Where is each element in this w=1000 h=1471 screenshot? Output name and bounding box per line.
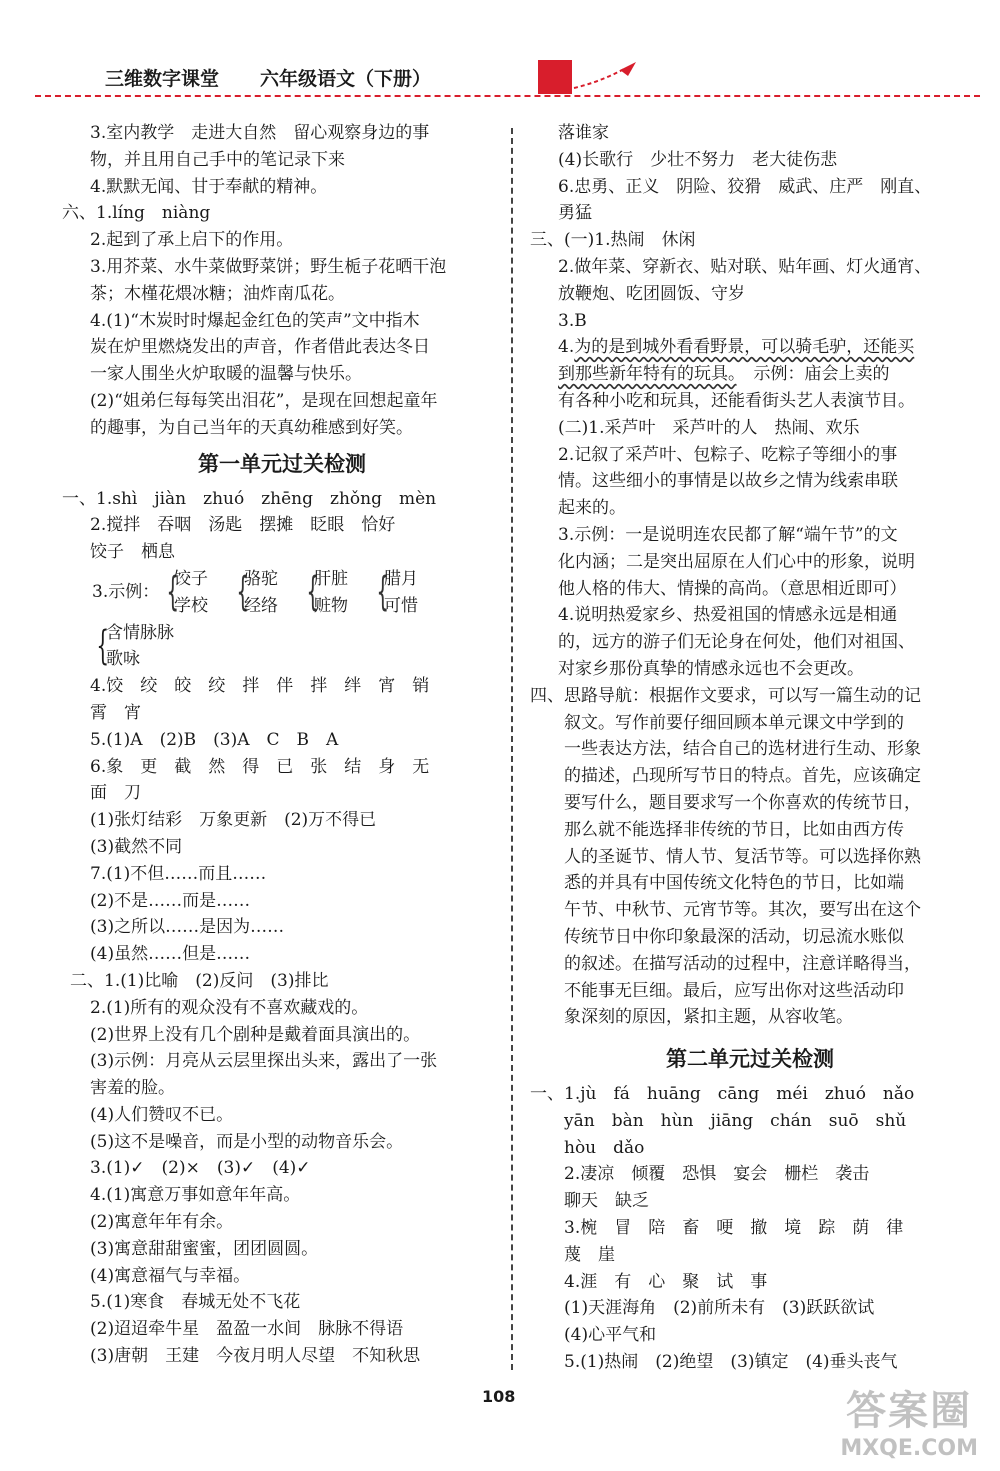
answer-line: 的叙述。在描写活动的过程中，注意详略得当，: [564, 953, 921, 974]
answer-line: 2.(1)所有的观众没有不喜欢藏戏的。: [90, 997, 369, 1018]
book-grade-title: 六年级语文（下册）: [260, 68, 432, 90]
answer-line: (3)截然不同: [90, 836, 183, 857]
answer-line: (3)之所以……是因为……: [90, 917, 285, 938]
watermark-logo: [840, 1379, 978, 1461]
answer-line: 情。这些细小的事情是以故乡之情为线索串联: [558, 471, 898, 492]
answer-line: (4)心平气和: [564, 1325, 657, 1346]
answer-line: (2)世界上没有几个剧种是戴着面具演出的。: [90, 1024, 421, 1045]
answer-line: 3.示例：一是说明连农民都了解“端午节”的文: [558, 524, 898, 545]
answer-line: (3)寓意甜甜蜜蜜，团团圆圆。: [90, 1238, 319, 1259]
answer-line: 4.(1)“木炭时时爆起金红色的笑声”文中指木: [90, 310, 420, 331]
watermark-logo-text: 答案圈: [846, 1388, 973, 1434]
answer-line: 四、思路导航：根据作文要求，可以写一篇生动的记: [530, 685, 921, 706]
answer-line: 不能事无巨细。最后，应写出你对这些活动印: [564, 980, 904, 1001]
header-red-block: [538, 60, 572, 94]
word: 骆驼: [244, 568, 278, 589]
word-pair: [174, 566, 208, 620]
answer-line: 的，远方的游子们无论身在何处，他们对祖国、: [558, 632, 915, 653]
answer-line: 4.饺 绞 皎 绞 拌 伴 拌 绊 宵 销: [90, 676, 430, 697]
brace-icon: {: [236, 568, 250, 615]
answer-line: 要写什么，题目要求写一个你喜欢的传统节日，: [564, 792, 921, 813]
word: 赃物: [314, 595, 348, 616]
answer-line: 6.象 更 截 然 得 已 张 结 身 无: [90, 756, 430, 777]
word-pair: [384, 566, 418, 620]
answer-line: 的趣事，为自己当年的天真幼稚感到好笑。: [90, 417, 413, 438]
column-divider: [511, 128, 513, 1370]
answer-line: 面 刀: [90, 783, 141, 804]
answer-line: 3.用芥菜、水牛菜做野菜饼；野生栀子花晒干泡: [90, 256, 447, 277]
wavy-underlined-text: 为的是到城外看看野景，可以骑毛驴，还能买: [574, 337, 915, 358]
answer-line: 炭在炉里燃烧发出的声音，作者借此表达冬日: [90, 337, 430, 358]
word: 肝脏: [314, 568, 348, 589]
brace-icon: {: [306, 568, 320, 615]
answer-line: 那么就不能选择非传统的节日，比如由西方传: [564, 819, 904, 840]
answer-line: 他人格的伟大、情操的高尚。（意思相近即可）: [558, 578, 907, 599]
word-pair: [244, 566, 278, 620]
answer-line: (2)寓意年年有余。: [90, 1212, 234, 1233]
answer-line: 4.为的是到城外看看野景，可以骑毛驴，还能买: [558, 337, 915, 358]
right-column: [530, 120, 970, 1376]
example-label: 3.示例：: [92, 581, 160, 602]
answer-line: 一家人围坐火炉取暖的温馨与快乐。: [90, 364, 362, 385]
answer-line: (1)天涯海角 (2)前所未有 (3)跃跃欲试: [564, 1298, 875, 1319]
answer-line: 一、1.jù fá huāng cāng méi zhuó nǎo: [530, 1084, 915, 1105]
wavy-underlined-text: 到那些新年特有的玩具。: [558, 364, 737, 385]
word-group-example: [62, 566, 502, 620]
word-pair: [106, 620, 174, 674]
book-series-title: 三维数字课堂: [105, 68, 220, 90]
answer-line: 二、1.(1)比喻 (2)反问 (3)排比: [70, 970, 329, 991]
answer-line: 传统节日中你印象最深的活动，切忌流水账似: [564, 926, 904, 947]
answer-line: (4)寓意福气与幸福。: [90, 1265, 251, 1286]
word: 可惜: [384, 595, 418, 616]
answer-line: 2.起到了承上启下的作用。: [90, 230, 294, 251]
word: 经络: [244, 595, 278, 616]
answer-line: 勇猛: [558, 203, 592, 224]
answer-line: (5)这不是噪音，而是小型的动物音乐会。: [90, 1131, 404, 1152]
answer-line: hòu dǎo: [564, 1137, 645, 1158]
answer-line: 5.(1)A (2)B (3)A C B A: [90, 729, 339, 750]
header-dashed-rule: [35, 95, 980, 97]
answer-line: 物，并且用自己手中的笔记录下来: [90, 149, 345, 170]
brace-icon: {: [166, 568, 180, 615]
answer-line: 蔑 崖: [564, 1244, 615, 1265]
answer-line: 3.B: [558, 310, 587, 331]
answer-line: 7.(1)不但……而且……: [90, 863, 267, 884]
answer-line: (1)张灯结彩 万象更新 (2)万不得已: [90, 810, 377, 831]
answer-line: (2)迢迢牵牛星 盈盈一水间 脉脉不得语: [90, 1319, 404, 1340]
answer-line: 三、(一)1.热闹 休闲: [530, 230, 696, 251]
word-pair: [314, 566, 348, 620]
answer-line: 5.(1)寒食 春城无处不飞花: [90, 1292, 301, 1313]
answer-line: (4)人们赞叹不已。: [90, 1104, 234, 1125]
answer-line: 放鞭炮、吃团圆饭、守岁: [558, 283, 745, 304]
section-title-unit-2: 第二单元过关检测: [666, 1047, 834, 1072]
left-column: [62, 120, 502, 1370]
word: 歌咏: [106, 649, 140, 670]
answer-line: 饺子 栖息: [90, 542, 175, 563]
answer-line: 对家乡那份真挚的情感永远也不会更改。: [558, 658, 864, 679]
answer-line: 3.(1)✓ (2)× (3)✓ (4)✓: [90, 1158, 311, 1179]
answer-line: 2.做年菜、穿新衣、贴对联、贴年画、灯火通宵、: [558, 256, 932, 277]
answer-line: yān bàn hùn jiāng chán suō shǔ: [564, 1110, 907, 1131]
watermark-url: MXQE.COM: [840, 1436, 978, 1461]
answer-line: [530, 361, 970, 388]
answer-line: (3)唐朝 王建 今夜月明人尽望 不知秋思: [90, 1346, 421, 1367]
rocket-icon: [570, 56, 640, 96]
answer-line: 4.涯 有 心 聚 试 事: [564, 1271, 768, 1292]
answer-line: 人的圣诞节、情人节、复活节等。可以选择你熟: [564, 846, 921, 867]
answer-line: 3.室内教学 走进大自然 留心观察身边的事: [90, 123, 430, 143]
answer-line: 有各种小吃和玩具，还能看街头艺人表演节目。: [558, 390, 915, 411]
answer-line: (2)“姐弟仨每每笑出泪花”，是现在回想起童年: [90, 390, 438, 411]
answer-line: 的描述，凸现所写节日的特点。首先，应该确定: [564, 766, 921, 787]
answer-text: 示例：庙会上卖的: [736, 364, 890, 385]
answer-line: 6.忠勇、正义 阴险、狡猾 威武、庄严 刚直、: [558, 176, 932, 197]
answer-line: 落谁家: [558, 123, 609, 143]
answer-line: 2.搅拌 吞咽 汤匙 摆摊 眨眼 恰好: [90, 515, 396, 536]
answer-line: 化内涵；二是突出屈原在人们心中的形象，说明: [558, 551, 915, 572]
brace-icon: {: [96, 622, 110, 669]
section-title-unit-1: 第一单元过关检测: [198, 451, 366, 476]
answer-line: 2.记叙了采芦叶、包粽子、吃粽子等细小的事: [558, 444, 898, 465]
word: 腊月: [384, 568, 418, 589]
word: 学校: [174, 595, 208, 616]
answer-line: 4.(1)寓意万事如意年年高。: [90, 1185, 301, 1206]
answer-line: 霄 宵: [90, 702, 141, 723]
brace-icon: {: [376, 568, 390, 615]
answer-line: 叙文。写作前要仔细回顾本单元课文中学到的: [564, 712, 904, 733]
answer-line: 午节、中秋节、元宵节等。其次，要写出在这个: [564, 900, 921, 921]
answer-line: 4.说明热爱家乡、热爱祖国的情感永远是相通: [558, 605, 898, 626]
answer-line: 聊天 缺乏: [564, 1191, 649, 1212]
answer-line: (4)长歌行 少壮不努力 老大徒伤悲: [558, 149, 838, 170]
page-header: [60, 58, 960, 98]
answer-line: 2.凄凉 倾覆 恐惧 宴会 栅栏 袭击: [564, 1164, 870, 1185]
answer-line: (2)不是……而是……: [90, 890, 251, 911]
answer-line: 六、1.líng niàng: [62, 203, 211, 224]
answer-line: 茶；木槿花煨冰糖；油炸南瓜花。: [90, 283, 345, 304]
answer-line: (3)示例：月亮从云层里探出头来，露出了一张: [90, 1051, 438, 1072]
answer-line: 一、1.shì jiàn zhuó zhēng zhǒng mèn: [62, 488, 437, 509]
answer-line: 4.默默无闻、甘于奉献的精神。: [90, 176, 328, 197]
word-group-pair: [62, 620, 502, 674]
answer-line: 起来的。: [558, 498, 626, 519]
word: 含情脉脉: [106, 622, 174, 643]
answer-line: (4)虽然……但是……: [90, 944, 251, 965]
answer-line: 3.椀 冒 陪 畜 哽 撤 境 踪 荫 律: [564, 1218, 904, 1239]
word: 饺子: [174, 568, 208, 589]
answer-line: 害羞的脸。: [90, 1078, 175, 1099]
page-number: 108: [482, 1387, 516, 1406]
answer-line: 象深刻的原因，紧扣主题，从容收笔。: [564, 1007, 853, 1028]
answer-line: (二)1.采芦叶 采芦叶的人 热闹、欢乐: [558, 417, 860, 438]
answer-line: 一些表达方法，结合自己的选材进行生动、形象: [564, 739, 921, 760]
answer-line: 悉的并具有中国传统文化特色的节日，比如端: [564, 873, 904, 894]
answer-line: 5.(1)热闹 (2)绝望 (3)镇定 (4)垂头丧气: [564, 1352, 898, 1373]
